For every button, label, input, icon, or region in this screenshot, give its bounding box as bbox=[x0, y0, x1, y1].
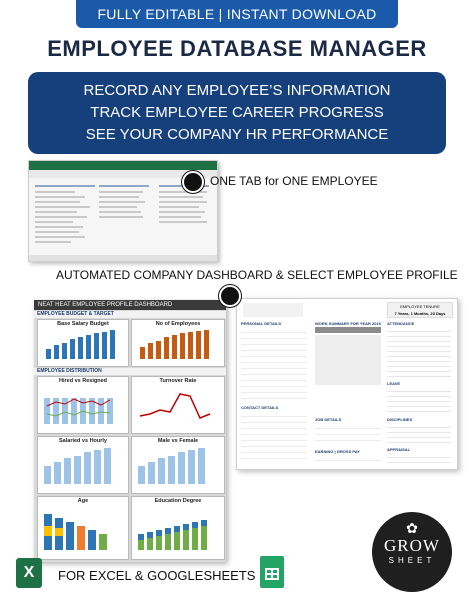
section-leave: LEAVE bbox=[387, 381, 401, 386]
section-appraisal: APPRAISAL bbox=[387, 447, 411, 452]
section-job-details: JOB DETAILS bbox=[315, 417, 342, 422]
label-dashboard: AUTOMATED COMPANY DASHBOARD & SELECT EMPLOYEE PROFILE bbox=[56, 268, 458, 282]
panel-turnover-rate bbox=[131, 376, 225, 434]
panel-no-of-employees bbox=[131, 319, 225, 367]
tenure-value: 7 Years, 1 Months, 23 Days bbox=[394, 311, 446, 316]
panel-title: Turnover Rate bbox=[159, 378, 197, 384]
tenure-label: EMPLOYEE TENURE bbox=[400, 304, 440, 309]
employee-profile-preview bbox=[236, 298, 458, 470]
bar-chart bbox=[132, 327, 222, 363]
panel-education-degree bbox=[131, 496, 225, 560]
grow-sheet-logo bbox=[372, 512, 452, 592]
panel-salaried-hourly bbox=[37, 436, 129, 494]
section-attendance: ATTENDANCE bbox=[387, 321, 415, 326]
section-personal: PERSONAL DETAILS bbox=[241, 321, 282, 326]
line-chart bbox=[38, 384, 126, 430]
feature-box bbox=[28, 72, 446, 154]
feature-line-3: SEE YOUR COMPANY HR PERFORMANCE bbox=[85, 126, 389, 143]
panel-title: Age bbox=[77, 498, 89, 504]
panel-male-female bbox=[131, 436, 225, 494]
excel-icon: X bbox=[16, 558, 42, 588]
bar-chart bbox=[38, 327, 126, 363]
flower-icon: ✿ bbox=[406, 520, 418, 536]
excel-titlebar bbox=[29, 161, 217, 170]
logo-line-1: GROW bbox=[384, 536, 440, 555]
page-title: EMPLOYEE DATABASE MANAGER bbox=[47, 36, 427, 61]
logo-line-2: SHEET bbox=[388, 556, 436, 565]
section-disciplines: DISCIPLINES bbox=[387, 417, 413, 422]
bullet-dot-1 bbox=[182, 171, 204, 193]
bar-chart bbox=[38, 444, 126, 490]
section-budget: EMPLOYEE BUDGET & TARGET bbox=[34, 311, 226, 318]
feature-line-2: TRACK EMPLOYEE CAREER PROGRESS bbox=[90, 104, 384, 121]
label-one-tab: ONE TAB for ONE EMPLOYEE bbox=[210, 174, 378, 188]
line-chart bbox=[132, 384, 222, 430]
section-work-summary: WORK SUMMARY FOR YEAR 2016 bbox=[315, 321, 381, 326]
panel-age bbox=[37, 496, 129, 560]
panel-title: Education Degree bbox=[154, 498, 202, 504]
panel-title: Salaried vs Hourly bbox=[59, 438, 107, 444]
bottom-text: FOR EXCEL & GOOGLESHEETS bbox=[58, 568, 256, 583]
panel-title: Base Salary Budget bbox=[57, 321, 109, 327]
stacked-bar-chart bbox=[38, 504, 126, 556]
panel-title: Male vs Female bbox=[157, 438, 199, 444]
dashboard-header: NEAT HEAT EMPLOYEE PROFILE DASHBOARD bbox=[34, 300, 226, 310]
panel-hired-resigned bbox=[37, 376, 129, 434]
section-distribution: EMPLOYEE DISTRIBUTION bbox=[34, 368, 226, 375]
bullet-dot-2 bbox=[219, 285, 241, 307]
stacked-bar-chart bbox=[132, 504, 222, 556]
panel-title: Hired vs Resigned bbox=[59, 378, 107, 384]
top-banner: FULLY EDITABLE | INSTANT DOWNLOAD bbox=[76, 0, 398, 28]
section-earning: EARNING | GROSS PAY bbox=[315, 449, 360, 454]
bar-chart bbox=[132, 444, 222, 490]
sheet-tabs bbox=[29, 255, 217, 261]
panel-title: No of Employees bbox=[155, 321, 201, 327]
panel-base-salary bbox=[37, 319, 129, 367]
feature-line-1: RECORD ANY EMPLOYEE’S INFORMATION bbox=[83, 82, 391, 99]
section-contact: CONTACT DETAILS bbox=[241, 405, 279, 410]
google-sheets-icon bbox=[260, 556, 284, 588]
dashboard-preview bbox=[34, 300, 226, 562]
